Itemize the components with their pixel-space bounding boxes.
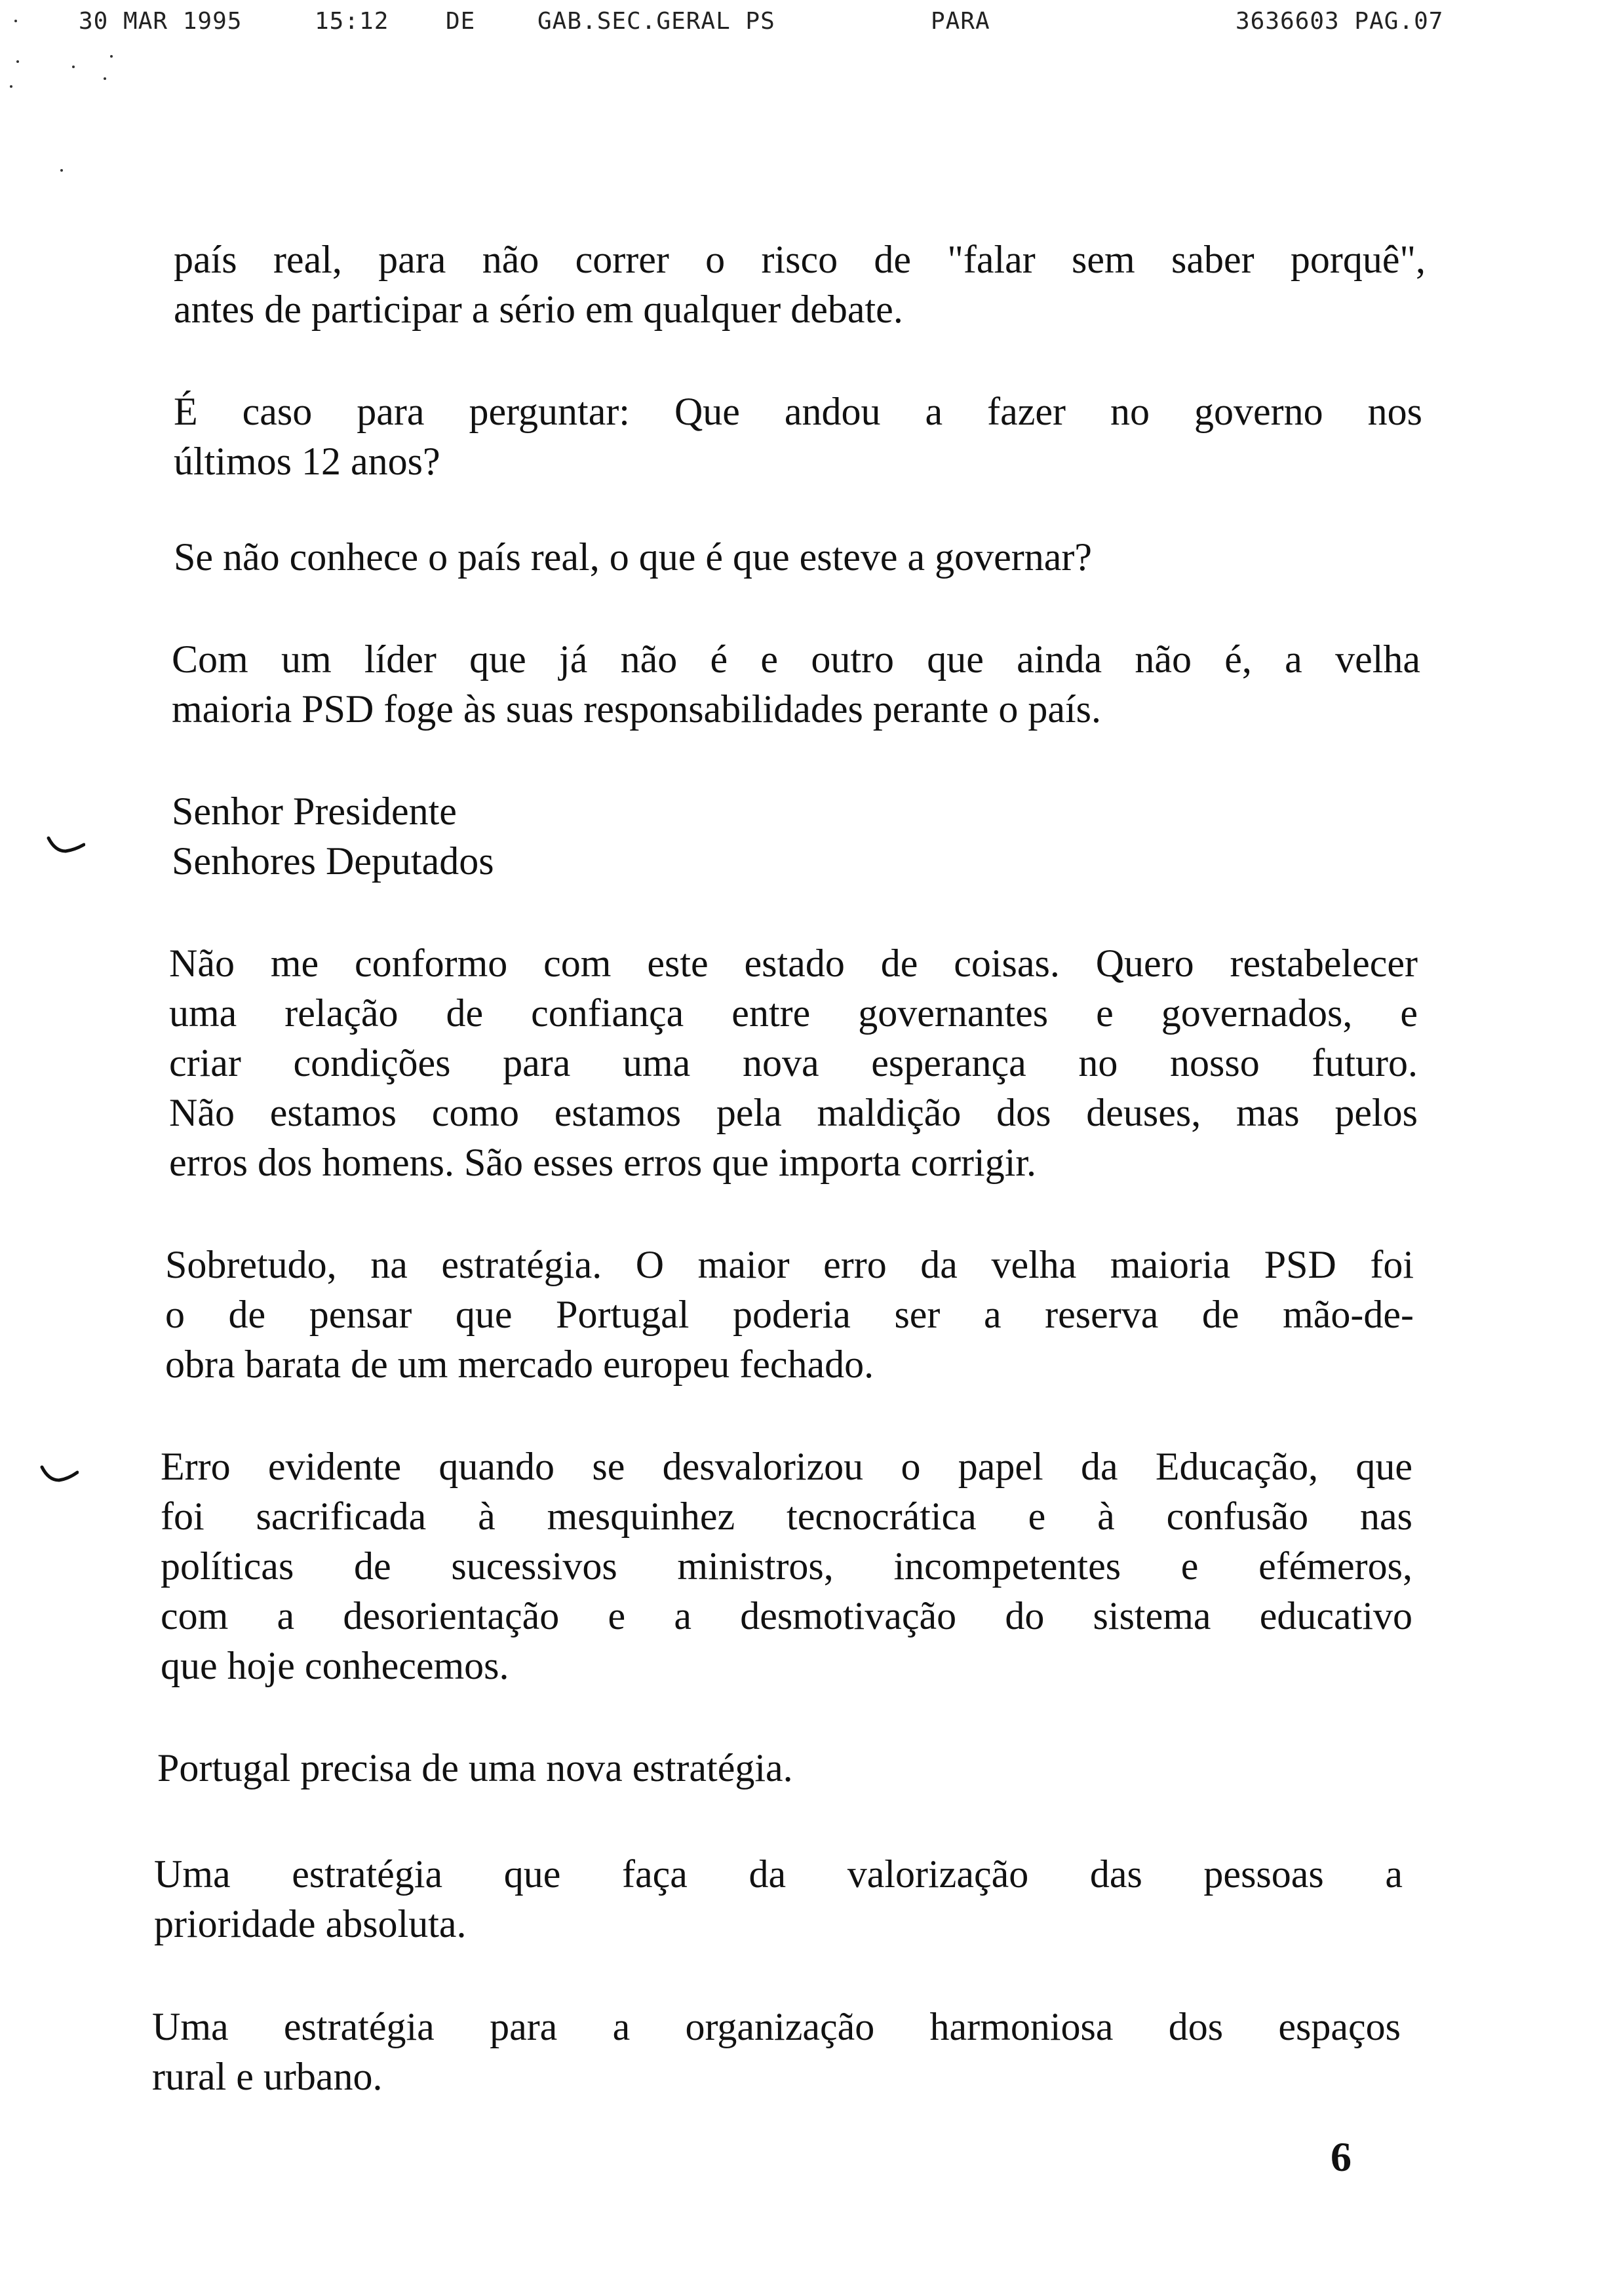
text-line: antes de participar a sério em qualquer debate. [174,288,903,331]
scan-speck [104,77,106,80]
margin-check-mark [46,835,85,855]
text-line: Se não conhece o país real, o que é que esteve a governar? [174,535,1093,579]
text-line: políticas de sucessivos ministros, incompetentes e efémeros, [161,1544,1412,1588]
page-number: 6 [1331,2133,1352,2180]
text-line: Erro evidente quando se desvalorizou o papel da Educação, que [161,1445,1412,1488]
text-line: últimos 12 anos? [174,440,440,483]
text-line: uma relação de confiança entre governantes e governados, e [169,991,1418,1035]
paragraph [169,938,1418,1187]
text-line: rural e urbano. [152,2055,383,2098]
fax-header [0,8,1615,41]
fax-date: 30 MAR 1995 [79,8,243,35]
fax-to-label: PARA [931,8,990,35]
text-line: criar condições para uma nova esperança no nosso futuro. [169,1041,1418,1084]
fax-sender: GAB.SEC.GERAL PS [537,8,775,35]
paragraph [165,1240,1414,1389]
text-line: É caso para perguntar: Que andou a fazer no governo nos [174,390,1422,433]
paragraph [174,532,1373,582]
text-line: Não me conformo com este estado de coisas. Quero restabelecer [169,942,1418,985]
paragraph [174,235,1426,334]
paragraph [172,634,1420,734]
paragraph [161,1442,1412,1691]
fax-number-page: 3636603 PAG.07 [1236,8,1444,35]
text-line: foi sacrificada à mesquinhez tecnocrática e à confusão nas [161,1495,1412,1538]
scan-speck [14,20,17,22]
fax-from-label: DE [446,8,476,35]
text-line: que hoje conhecemos. [161,1644,509,1687]
scan-speck [60,169,63,172]
text-line: erros dos homens. São esses erros que importa corrigir. [169,1141,1037,1184]
text-line: Não estamos como estamos pela maldição dos deuses, mas pelos [169,1091,1418,1134]
text-line: Uma estratégia que faça da valorização das pessoas a [154,1852,1403,1896]
text-line: Senhores Deputados [172,839,494,883]
scan-speck [16,60,19,63]
text-line: obra barata de um mercado europeu fechado. [165,1343,874,1386]
paragraph [172,786,827,886]
text-line: Senhor Presidente [172,790,457,833]
text-line: Portugal precisa de uma nova estratégia. [157,1746,793,1789]
text-line: com a desorientação e a desmotivação do sistema educativo [161,1594,1412,1637]
text-line: prioridade absoluta. [154,1902,467,1945]
scan-speck [72,66,75,68]
text-line: Sobretudo, na estratégia. O maior erro da velha maioria PSD foi [165,1243,1414,1286]
text-line: Com um líder que já não é e outro que ainda não é, a velha [172,638,1420,681]
margin-check-mark [39,1464,79,1484]
paragraph [152,2002,1401,2101]
paragraph [174,387,1422,486]
paragraph [157,1743,1075,1793]
text-line: país real, para não correr o risco de "falar sem saber porquê", [174,238,1426,281]
text-line: Uma estratégia para a organização harmoniosa dos espaços [152,2005,1401,2048]
fax-time: 15:12 [315,8,389,35]
text-line: o de pensar que Portugal poderia ser a reserva de mão-de- [165,1293,1414,1336]
text-line: maioria PSD foge às suas responsabilidades perante o país. [172,687,1101,731]
paragraph [154,1849,1403,1949]
scan-speck [10,85,12,88]
scan-speck [110,55,113,58]
